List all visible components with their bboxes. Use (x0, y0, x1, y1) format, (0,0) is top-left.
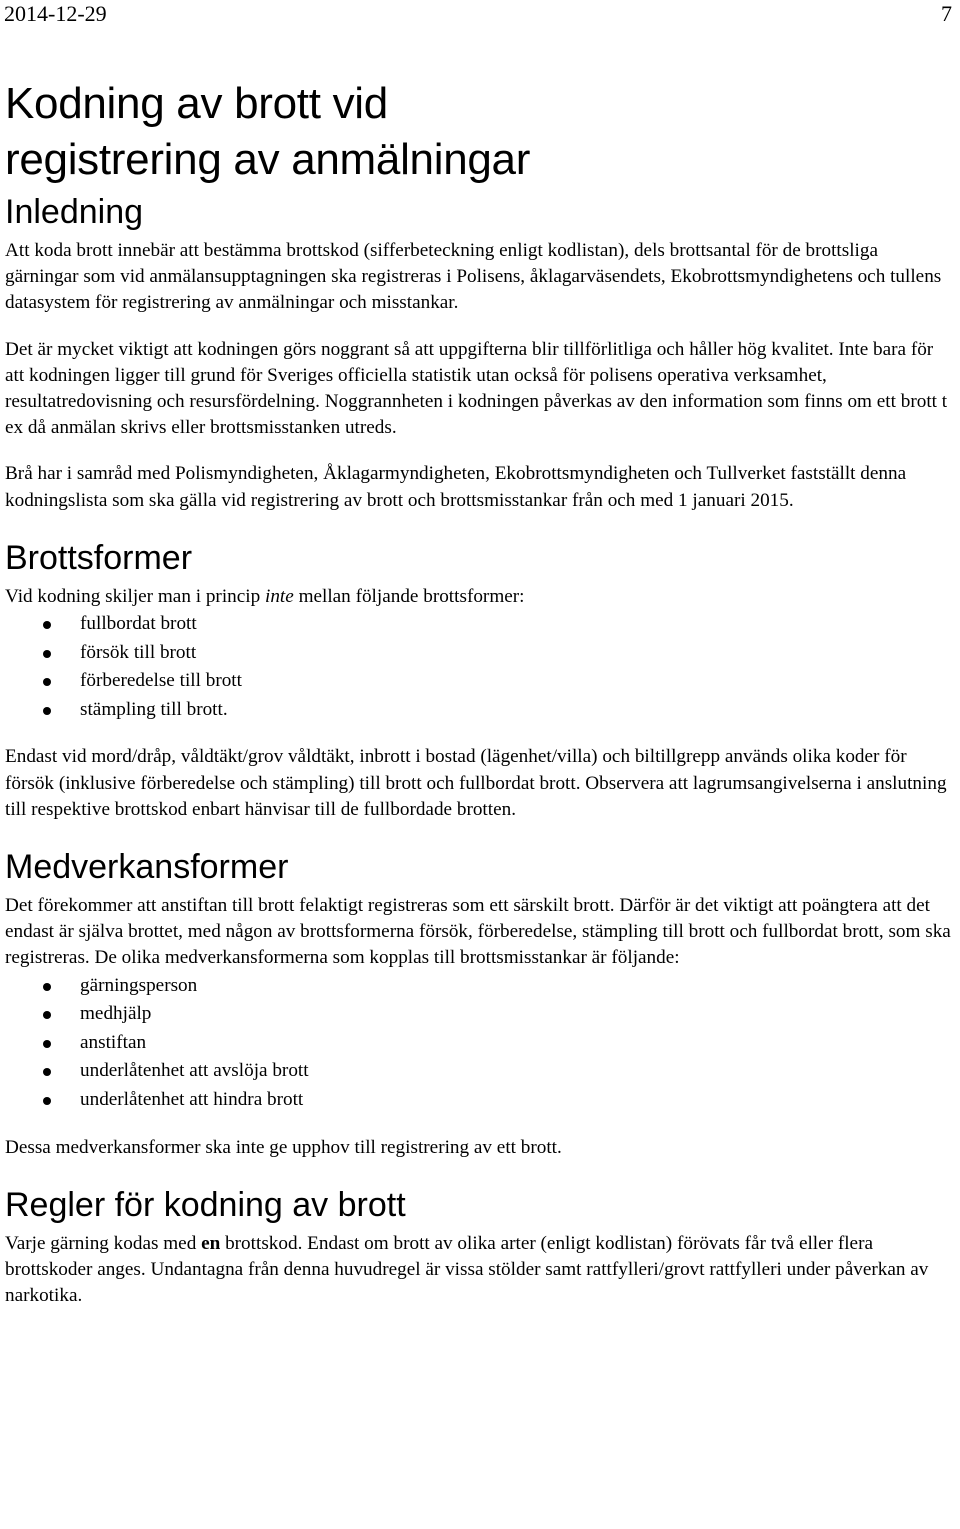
list-item: underlåtenhet att hindra brott (5, 1086, 955, 1115)
list-item: fullbordat brott (5, 610, 955, 639)
document-title-line1: Kodning av brott vid (5, 79, 388, 128)
header-date: 2014-12-29 (4, 1, 107, 26)
emphasis-text: inte (264, 585, 294, 607)
paragraph: Endast vid mord/dråp, våldtäkt/grov våldtäkt, inbrott i bostad (lägenhet/villa) och biltillgrepp används olika koder för försök (inklusive förberedelse och stämpling) till brott och fullbordat brott. Observera att lagrumsangivelserna i anslutning till respektive brottskod enbart hänvisar till de fullbordade brotten. (5, 746, 947, 820)
text-run: brottskod. Endast om brott av olika arter (enligt kodlistan) förövats får två eller flera brottskoder anges. Undantagna från denna huvudregel är vissa stölder samt rattfylleri/grovt rattfylleri under påverkan av narkotika. (5, 1232, 929, 1307)
list-item: stämpling till brott. (5, 696, 955, 725)
section-heading-medverkansformer: Medverkansformer (5, 848, 289, 887)
paragraph: Det förekommer att anstiftan till brott felaktigt registreras som ett särskilt brott. Därför är det viktigt att poängtera att det endast är själva brottet, med någon av brottsformerna försök, förberedelse, stämpling till brott och fullbordat brott, som ska registreras. De olika medverkansformerna som kopplas till brottsmisstankar är följande: (5, 895, 951, 969)
section-heading-brottsformer: Brottsformer (5, 538, 193, 577)
list-item: underlåtenhet att avslöja brott (5, 1057, 955, 1086)
list-item: gärningsperson (5, 972, 955, 1001)
list-item: förberedelse till brott (5, 667, 955, 696)
list-item: anstiftan (5, 1029, 955, 1058)
bold-text: en (201, 1232, 221, 1254)
page-number: 7 (941, 1, 952, 26)
text-run: mellan följande brottsformer: (293, 585, 525, 607)
paragraph (5, 584, 955, 610)
document-title (5, 76, 955, 188)
text-run: Vid kodning skiljer man i princip (5, 585, 265, 607)
list-item: medhjälp (5, 1000, 955, 1029)
bullet-list-brottsformer (5, 610, 955, 724)
text-run: Varje gärning kodas med (5, 1232, 202, 1254)
paragraph: Dessa medverkansformer ska inte ge upphov till registrering av ett brott. (5, 1136, 562, 1158)
paragraph: Brå har i samråd med Polismyndigheten, Åklagarmyndigheten, Ekobrottsmyndigheten och Tullverket fastställt denna kodningslista som ska gälla vid registrering av brott och brottsmisstankar från och med 1 januari 2015. (5, 463, 907, 511)
paragraph: Att koda brott innebär att bestämma brottskod (sifferbeteckning enligt kodlistan), dels brottsantal för de brottsliga gärningar som vid anmälansupptagningen ska registreras i Polisens, åklagarväsendets, Ekobrottsmyndighetens och tullens datasystem för registrering av anmälningar och misstankar. (5, 240, 942, 314)
paragraph: Det är mycket viktigt att kodningen görs noggrant så att uppgifterna blir tillförlitliga och håller hög kvalitet. Inte bara för att kodningen ligger till grund för Sveriges officiella statistik utan också för polisens operativa verksamhet, resultatredovisning och resursfördelning. Noggrannheten i kodningen påverkas av den information som finns om ett brott t ex då anmälan skrivs eller brottsmisstanken utreds. (5, 338, 948, 439)
bullet-list-medverkansformer (5, 972, 955, 1115)
document-title-line2: registrering av anmälningar (5, 135, 531, 184)
paragraph (5, 1231, 955, 1310)
list-item: försök till brott (5, 639, 955, 668)
section-heading-regler: Regler för kodning av brott (5, 1185, 406, 1224)
document-body (5, 76, 955, 1309)
section-heading-inledning: Inledning (5, 193, 144, 231)
